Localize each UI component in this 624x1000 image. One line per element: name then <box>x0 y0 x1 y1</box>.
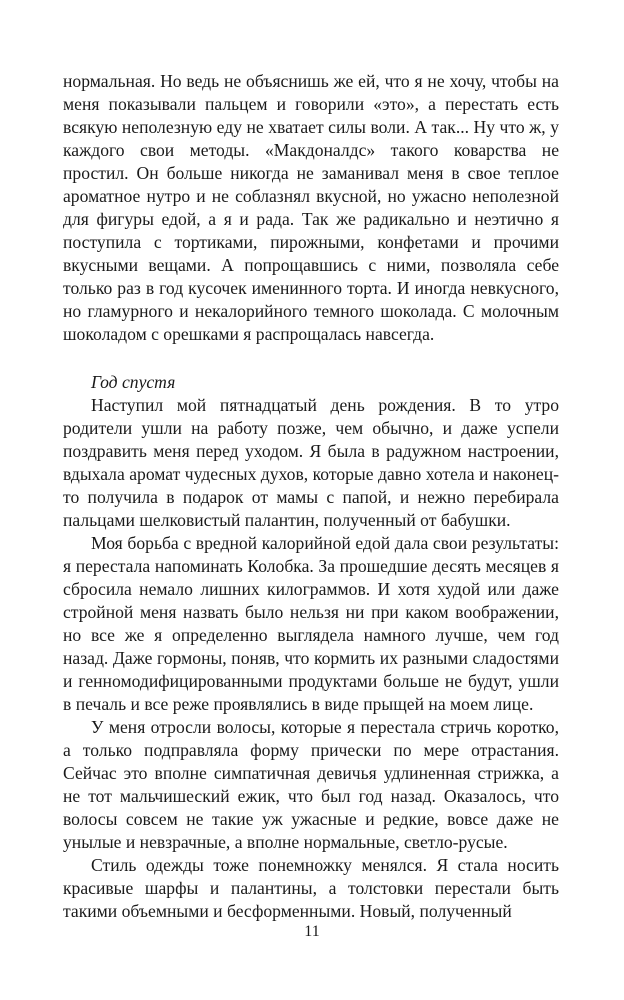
page-number: 11 <box>304 923 320 940</box>
paragraph: Наступил мой пятнадцатый день рождения. В то утро родители ушли на работу позже, чем обычно, и даже успели поздравить меня перед уходом. Я была в радужном настроении, вдыхала аромат чудесных духов, которые давно хотела и наконец-то получила в подарок от мамы с папой, и нежно перебирала пальцами шелковистый палантин, полученный от бабушки. <box>63 395 559 530</box>
paragraph: Моя борьба с вредной калорийной едой дала свои результаты: я перестала напоминать Колобка. За прошедшие десять месяцев я сбросила немало лишних килограммов. И хотя худой или даже стройной меня назвать было нельзя ни при каком воображении, но все же я определенно выглядела намного лучше, чем год назад. Даже гормоны, поняв, что кормить их разными сладостями и генномодифицированными продуктами больше не будут, ушли в печаль и все реже проявлялись в виде прыщей на моем лице. <box>63 533 559 714</box>
paragraph: Стиль одежды тоже понемножку менялся. Я стала носить красивые шарфы и палантины, а толстовки перестали быть такими объемными и бесформенными. Новый, полученный <box>63 855 559 921</box>
page-body <box>63 70 559 923</box>
paragraph: У меня отросли волосы, которые я перестала стричь коротко, а только подправляла форму прически по мере отрастания. Сейчас это вполне симпатичная девичья удлиненная стрижка, а не тот мальчишеский ежик, что был год назад. Оказалось, что волосы совсем не такие уж ужасные и редкие, вовсе даже не унылые и невзрачные, а вполне нормальные, светло-русые. <box>63 717 559 852</box>
opening-paragraph: нормальная. Но ведь не объяснишь же ей, что я не хочу, чтобы на меня показывали пальцем и говорили «это», а перестать есть всякую неполезную еду не хватает силы воли. А так... Ну что ж, у каждого свои методы. «Макдоналдс» такого коварства не простил. Он больше никогда не заманивал меня в свое теплое ароматное нутро и не соблазнял вкусной, но ужасно неполезной для фигуры едой, а я и рада. Так же радикально и неэтично я поступила с тортиками, пирожными, конфетами и прочими вкусными вещами. А попрощавшись с ними, позволяла себе только раз в год кусочек именинного торта. И иногда невкусного, но гламурного и некалорийного темного шоколада. С молочным шоколадом с орешками я распрощалась навсегда. <box>63 71 559 344</box>
text-block <box>63 70 559 923</box>
section-title: Год спустя <box>91 372 176 392</box>
